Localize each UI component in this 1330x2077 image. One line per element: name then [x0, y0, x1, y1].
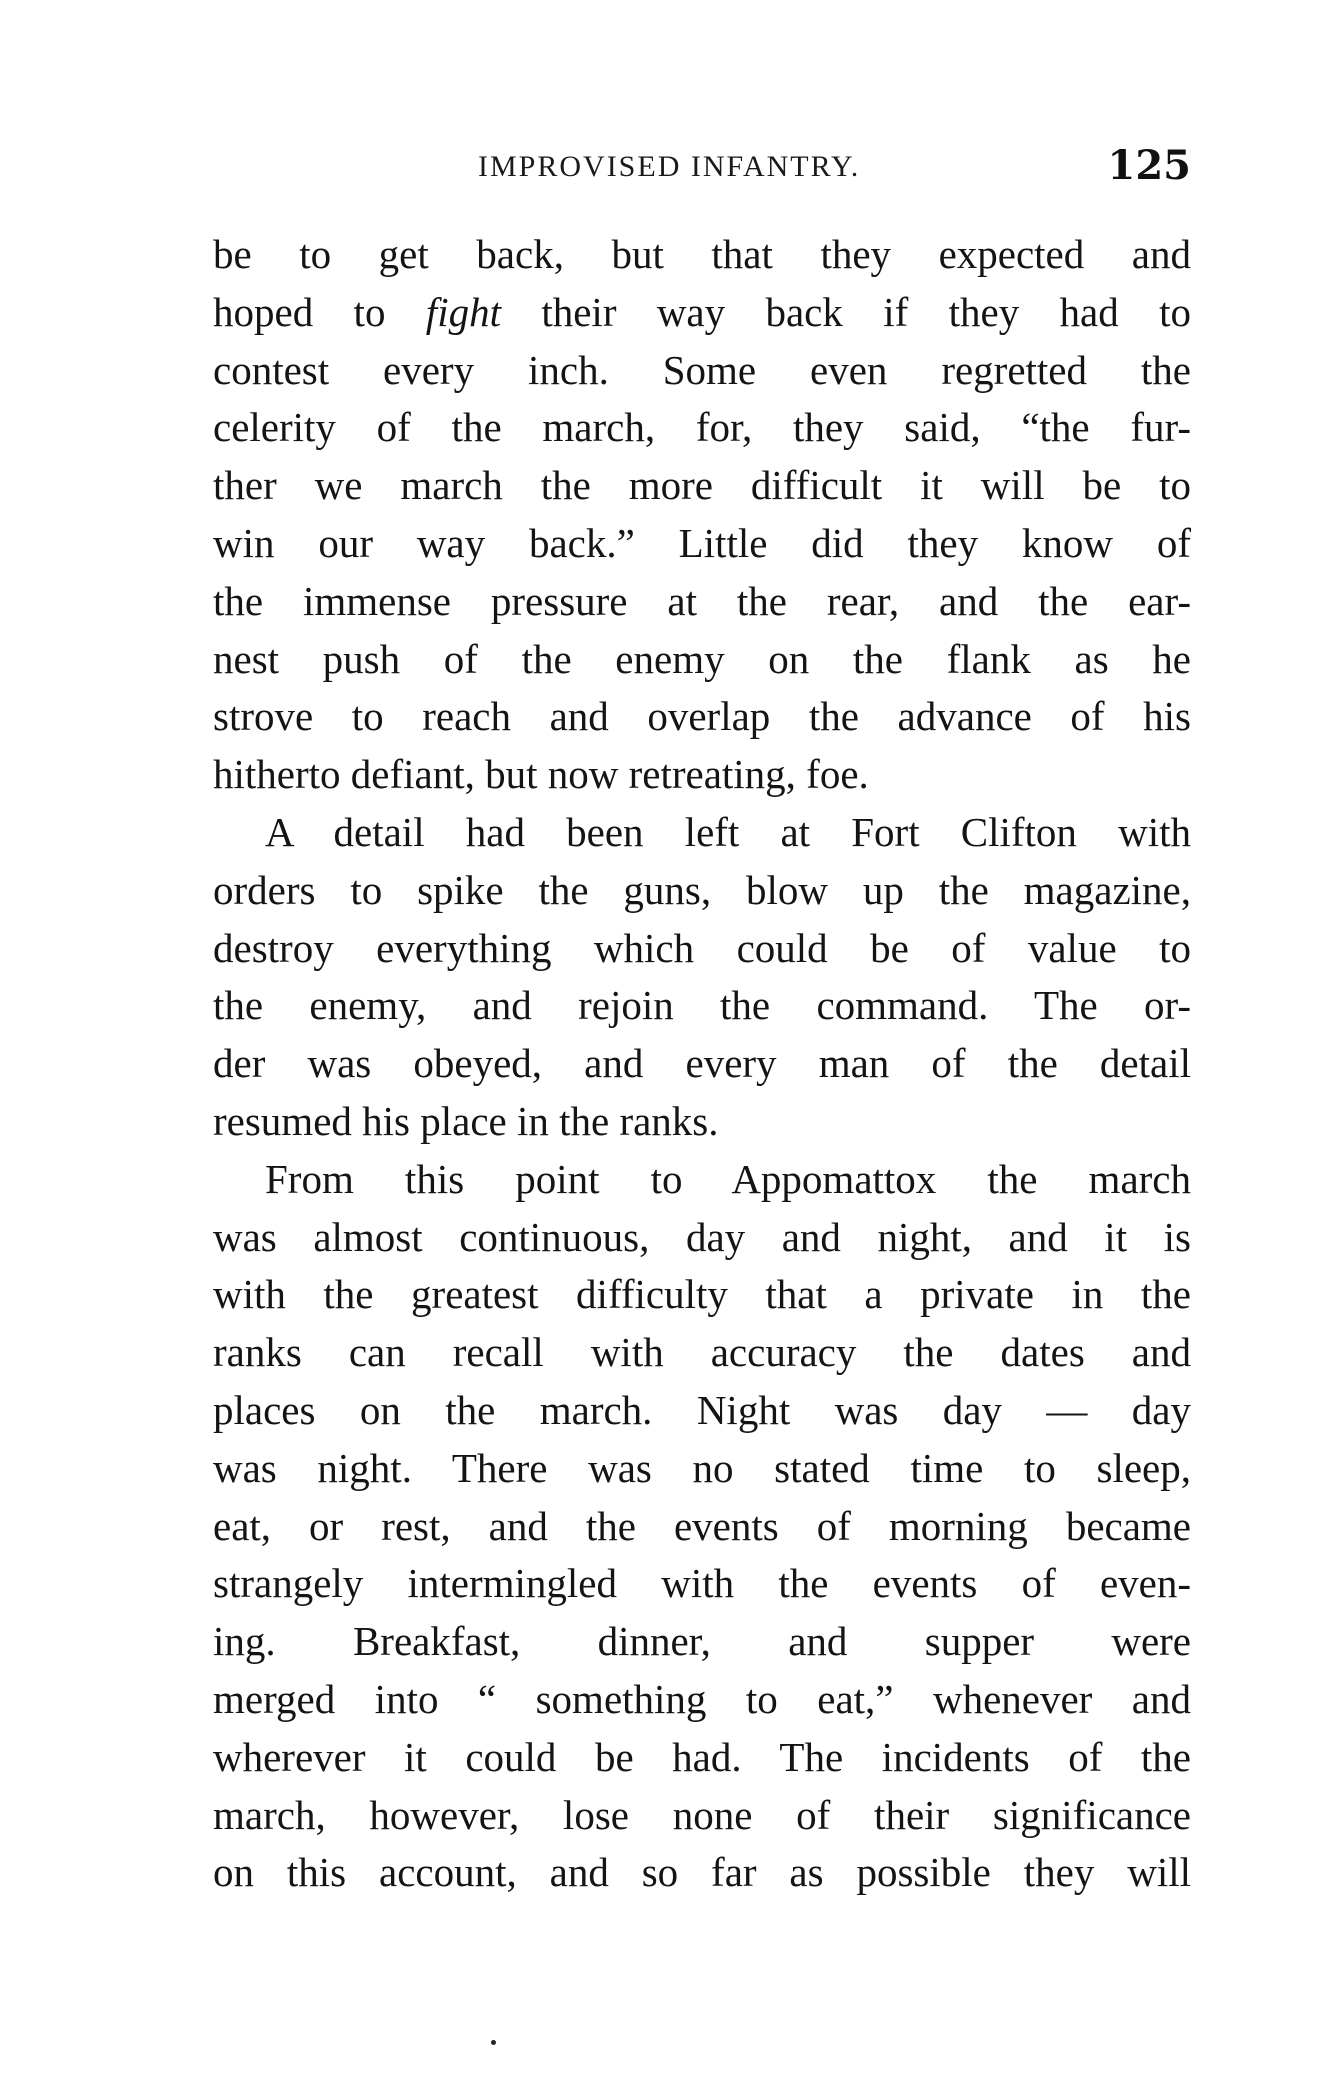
text-line: strangely intermingled with the events of even-	[213, 1560, 1191, 1607]
text-fragment: their way back if they had to	[500, 288, 1191, 335]
text-line: ing. Breakfast, dinner, and supper were	[213, 1618, 1191, 1665]
text-fragment: hoped to	[213, 288, 426, 335]
text-line: was night. There was no stated time to sleep,	[213, 1444, 1191, 1491]
text-line: places on the march. Night was day — day	[213, 1386, 1191, 1433]
emphasis-fight: fight	[425, 288, 501, 335]
text-line: orders to spike the guns, blow up the magazine,	[213, 866, 1191, 913]
text-line: ther we march the more difficult it will be to	[213, 462, 1191, 509]
text-line: destroy everything which could be of value to	[213, 924, 1191, 971]
text-line: A detail had been left at Fort Clifton with	[265, 808, 1191, 855]
text-line: celerity of the march, for, they said, “the fur-	[213, 404, 1191, 451]
page-number: 125	[1107, 142, 1191, 189]
text-line: merged into “ something to eat,” whenever and	[213, 1675, 1191, 1722]
running-head: IMPROVISED INFANTRY.	[478, 150, 861, 183]
text-line: the enemy, and rejoin the command. The or-	[213, 982, 1191, 1029]
text-line: strove to reach and overlap the advance of his	[213, 693, 1191, 740]
text-line: resumed his place in the ranks.	[213, 1097, 719, 1144]
page-header	[213, 142, 1191, 202]
text-line: ranks can recall with accuracy the dates and	[213, 1329, 1191, 1376]
text-line: From this point to Appomattox the march	[265, 1155, 1191, 1202]
text-line: the immense pressure at the rear, and the ear-	[213, 577, 1191, 624]
text-line: der was obeyed, and every man of the detail	[213, 1040, 1191, 1087]
text-line: with the greatest difficulty that a private in the	[213, 1271, 1191, 1318]
text-line: wherever it could be had. The incidents of the	[213, 1733, 1191, 1780]
text-line: eat, or rest, and the events of morning became	[213, 1502, 1191, 1549]
text-line: march, however, lose none of their significance	[213, 1791, 1191, 1838]
text-line: nest push of the enemy on the flank as he	[213, 635, 1191, 682]
printer-dot	[491, 2040, 496, 2045]
text-line: on this account, and so far as possible they will	[213, 1849, 1191, 1896]
text-line	[213, 284, 1191, 342]
body-text	[213, 226, 1191, 1902]
text-line: be to get back, but that they expected and	[213, 231, 1191, 277]
text-line: was almost continuous, day and night, and it is	[213, 1213, 1191, 1260]
text-line: hitherto defiant, but now retreating, foe.	[213, 751, 869, 798]
text-line: contest every inch. Some even regretted the	[213, 346, 1191, 393]
text-line: win our way back.” Little did they know of	[213, 519, 1191, 566]
